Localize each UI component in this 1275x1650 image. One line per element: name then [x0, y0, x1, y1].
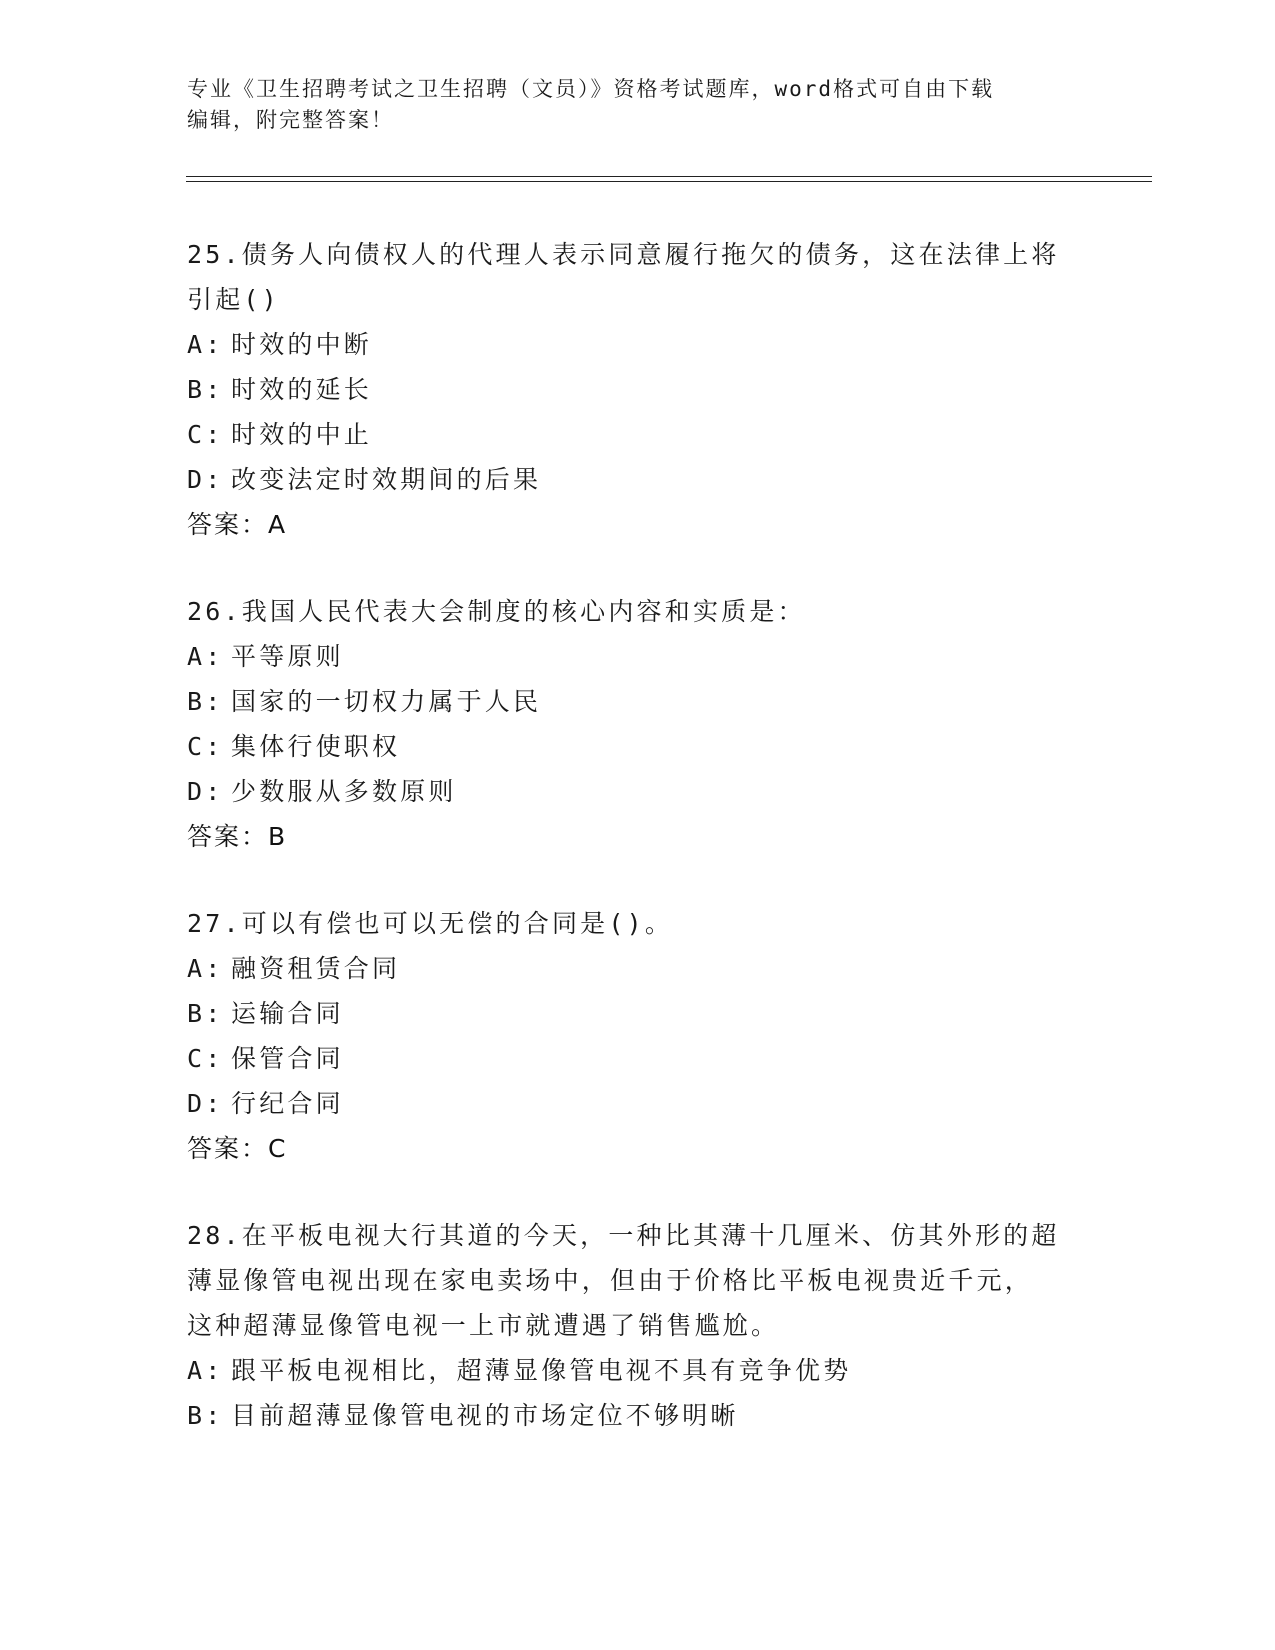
- option-letter: A:: [187, 642, 224, 671]
- option-d: [187, 457, 1087, 502]
- question-25: [187, 232, 1087, 547]
- option-text: 保管合同: [231, 1044, 344, 1073]
- question-text-line: 薄显像管电视出现在家电卖场中，但由于价格比平板电视贵近千元，: [187, 1266, 1034, 1295]
- option-letter: A:: [187, 1356, 224, 1385]
- option-letter: B:: [187, 687, 224, 716]
- option-d: [187, 769, 1087, 814]
- option-letter: C:: [187, 732, 224, 761]
- option-text: 融资租赁合同: [231, 954, 401, 983]
- option-letter: A:: [187, 330, 224, 359]
- answer-line: 答案：C: [187, 1134, 288, 1163]
- option-b: [187, 991, 1087, 1036]
- option-letter: D:: [187, 465, 224, 494]
- option-text: 时效的中断: [231, 330, 373, 359]
- option-a: [187, 634, 1087, 679]
- header-line-1: 专业《卫生招聘考试之卫生招聘（文员）》资格考试题库，word格式可自由下载: [187, 77, 995, 101]
- option-b: [187, 679, 1087, 724]
- option-letter: A:: [187, 954, 224, 983]
- question-text-line: 28.在平板电视大行其道的今天，一种比其薄十几厘米、仿其外形的超: [187, 1221, 1060, 1250]
- option-text: 集体行使职权: [231, 732, 401, 761]
- question-text-line: 25.债务人向债权人的代理人表示同意履行拖欠的债务，这在法律上将: [187, 240, 1060, 269]
- option-text: 行纪合同: [231, 1089, 344, 1118]
- option-text: 目前超薄显像管电视的市场定位不够明晰: [231, 1401, 739, 1430]
- option-text: 国家的一切权力属于人民: [231, 687, 542, 716]
- option-letter: B:: [187, 1401, 224, 1430]
- option-text: 时效的中止: [231, 420, 373, 449]
- document-header: [187, 74, 1067, 136]
- option-letter: D:: [187, 777, 224, 806]
- header-line-2: 编辑，附完整答案！: [187, 108, 394, 132]
- option-letter: C:: [187, 420, 224, 449]
- option-b: [187, 367, 1087, 412]
- option-text: 时效的延长: [231, 375, 373, 404]
- question-list: [187, 232, 1087, 1480]
- question-28: [187, 1213, 1087, 1438]
- option-text: 少数服从多数原则: [231, 777, 457, 806]
- question-26: [187, 589, 1087, 859]
- option-d: [187, 1081, 1087, 1126]
- question-text-line: 引起(): [187, 285, 280, 314]
- option-c: [187, 1036, 1087, 1081]
- answer-line: 答案：A: [187, 510, 288, 539]
- option-letter: B:: [187, 375, 224, 404]
- question-27: [187, 901, 1087, 1171]
- header-divider-bottom: [186, 181, 1152, 182]
- option-b: [187, 1393, 1087, 1438]
- option-a: [187, 1348, 1087, 1393]
- option-c: [187, 412, 1087, 457]
- option-letter: B:: [187, 999, 224, 1028]
- answer-line: 答案：B: [187, 822, 288, 851]
- question-text-line: 这种超薄显像管电视一上市就遭遇了销售尴尬。: [187, 1311, 780, 1340]
- option-a: [187, 946, 1087, 991]
- question-text-line: 27.可以有偿也可以无偿的合同是()。: [187, 909, 674, 938]
- option-c: [187, 724, 1087, 769]
- option-a: [187, 322, 1087, 367]
- option-text: 改变法定时效期间的后果: [231, 465, 542, 494]
- question-text-line: 26.我国人民代表大会制度的核心内容和实质是：: [187, 597, 806, 626]
- option-text: 平等原则: [231, 642, 344, 671]
- option-letter: C:: [187, 1044, 224, 1073]
- option-text: 跟平板电视相比，超薄显像管电视不具有竞争优势: [231, 1356, 852, 1385]
- option-text: 运输合同: [231, 999, 344, 1028]
- option-letter: D:: [187, 1089, 224, 1118]
- header-divider-top: [186, 176, 1152, 177]
